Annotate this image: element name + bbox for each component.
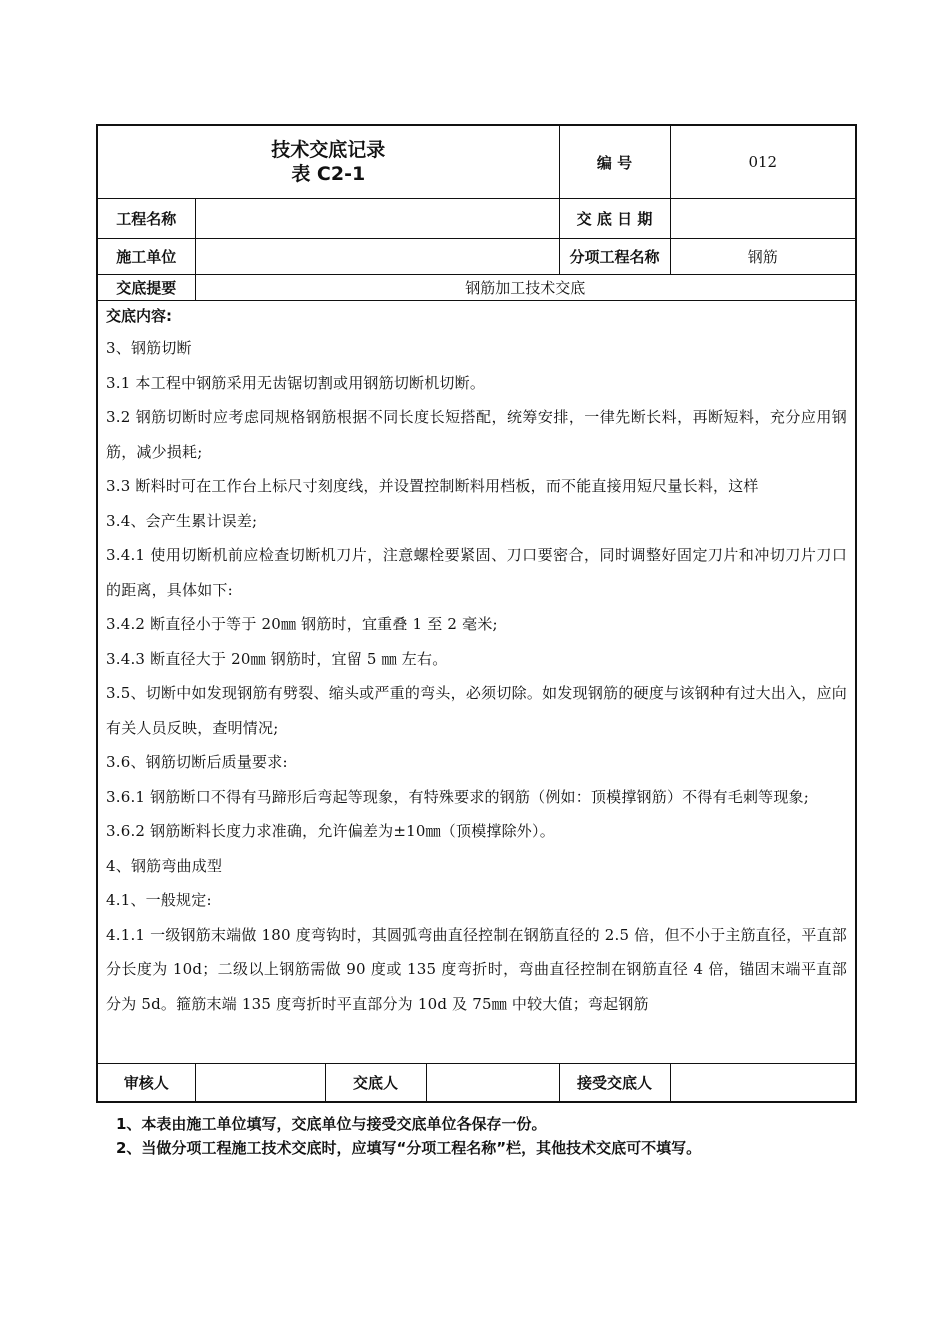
summary-label: 交底提要 bbox=[97, 275, 195, 301]
content-paragraph: 3、钢筋切断 bbox=[106, 339, 192, 357]
content-paragraph: 3.6.2 钢筋断料长度力求准确，允许偏差为±10㎜（顶模撑除外）。 bbox=[106, 822, 555, 840]
content-paragraph: 3.2 钢筋切断时应考虑同规格钢筋根据不同长度长短搭配，统筹安排，一律先断长料，再断短料，充分应用钢筋，减少损耗; bbox=[106, 408, 848, 461]
summary-value[interactable]: 钢筋加工技术交底 bbox=[195, 275, 856, 301]
discloser-label: 交底人 bbox=[325, 1064, 426, 1102]
note-line: 1、本表由施工单位填写，交底单位与接受交底单位各保存一份。 bbox=[116, 1115, 547, 1133]
number-label: 编 号 bbox=[559, 125, 670, 199]
date-label: 交 底 日 期 bbox=[559, 199, 670, 239]
note-line: 2、当做分项工程施工技术交底时，应填写“分项工程名称”栏，其他技术交底可不填写。 bbox=[116, 1139, 702, 1157]
content-paragraph: 3.4.2 断直径小于等于 20㎜ 钢筋时，宜重叠 1 至 2 毫米; bbox=[106, 615, 498, 633]
content-cell bbox=[97, 301, 856, 1064]
receiver-value[interactable] bbox=[670, 1064, 856, 1102]
form-table bbox=[96, 124, 857, 1103]
content-paragraph: 3.4.3 断直径大于 20㎜ 钢筋时，宜留 5 ㎜ 左右。 bbox=[106, 649, 448, 668]
content-paragraph: 4、钢筋弯曲成型 bbox=[106, 856, 223, 875]
reviewer-label: 审核人 bbox=[97, 1064, 195, 1102]
contractor-label: 施工单位 bbox=[97, 239, 195, 275]
discloser-value[interactable] bbox=[426, 1064, 559, 1102]
receiver-label: 接受交底人 bbox=[559, 1064, 670, 1102]
form-notes bbox=[116, 1112, 701, 1160]
content-paragraph: 3.6.1 钢筋断口不得有马蹄形后弯起等现象，有特殊要求的钢筋（例如：顶模撑钢筋）不得有毛刺等现象; bbox=[106, 787, 809, 806]
reviewer-value[interactable] bbox=[195, 1064, 325, 1102]
project-name-label: 工程名称 bbox=[97, 199, 195, 239]
number-value[interactable]: 012 bbox=[670, 125, 856, 199]
content-label: 交底内容: bbox=[106, 307, 172, 325]
content-paragraph: 3.5、切断中如发现钢筋有劈裂、缩头或严重的弯头，必须切除。如发现钢筋的硬度与该钢种有过大出入，应向有关人员反映，查明情况; bbox=[106, 684, 848, 737]
sub-project-label: 分项工程名称 bbox=[559, 239, 670, 275]
content-paragraph: 3.4.1 使用切断机前应检查切断机刀片，注意螺栓要紧固、刀口要密合，同时调整好固定刀片和冲切刀片刀口的距离，具体如下: bbox=[106, 546, 848, 599]
date-value[interactable] bbox=[670, 199, 856, 239]
contractor-value[interactable] bbox=[195, 239, 559, 275]
content-paragraph: 3.3 断料时可在工作台上标尺寸刻度线，并设置控制断料用档板，而不能直接用短尺量长料，这样 bbox=[106, 477, 759, 495]
content-paragraph: 3.4、会产生累计误差; bbox=[106, 511, 258, 530]
technical-disclosure-form bbox=[96, 124, 855, 1103]
content-paragraph: 3.1 本工程中钢筋采用无齿锯切割或用钢筋切断机切断。 bbox=[106, 373, 486, 392]
sub-project-value[interactable]: 钢筋 bbox=[670, 239, 856, 275]
content-paragraph: 4.1、一般规定: bbox=[106, 891, 212, 909]
content-paragraph: 4.1.1 一级钢筋末端做 180 度弯钩时，其圆弧弯曲直径控制在钢筋直径的 2.5 倍，但不小于主筋直径，平直部分长度为 10d；二级以上钢筋需做 90 度或 135 度弯折时，弯曲直径控制在钢筋直径 4 倍，锚固末端平直部分为 5d。箍筋末端 135 度弯折时平直部分为 10d 及 75㎜ 中较大值；弯起钢筋 bbox=[106, 925, 848, 1013]
form-title-cell bbox=[97, 125, 559, 199]
form-subtitle: 表 C2-1 bbox=[291, 163, 366, 185]
content-paragraph: 3.6、钢筋切断后质量要求: bbox=[106, 753, 288, 771]
form-title: 技术交底记录 bbox=[271, 139, 386, 161]
project-name-value[interactable] bbox=[195, 199, 559, 239]
